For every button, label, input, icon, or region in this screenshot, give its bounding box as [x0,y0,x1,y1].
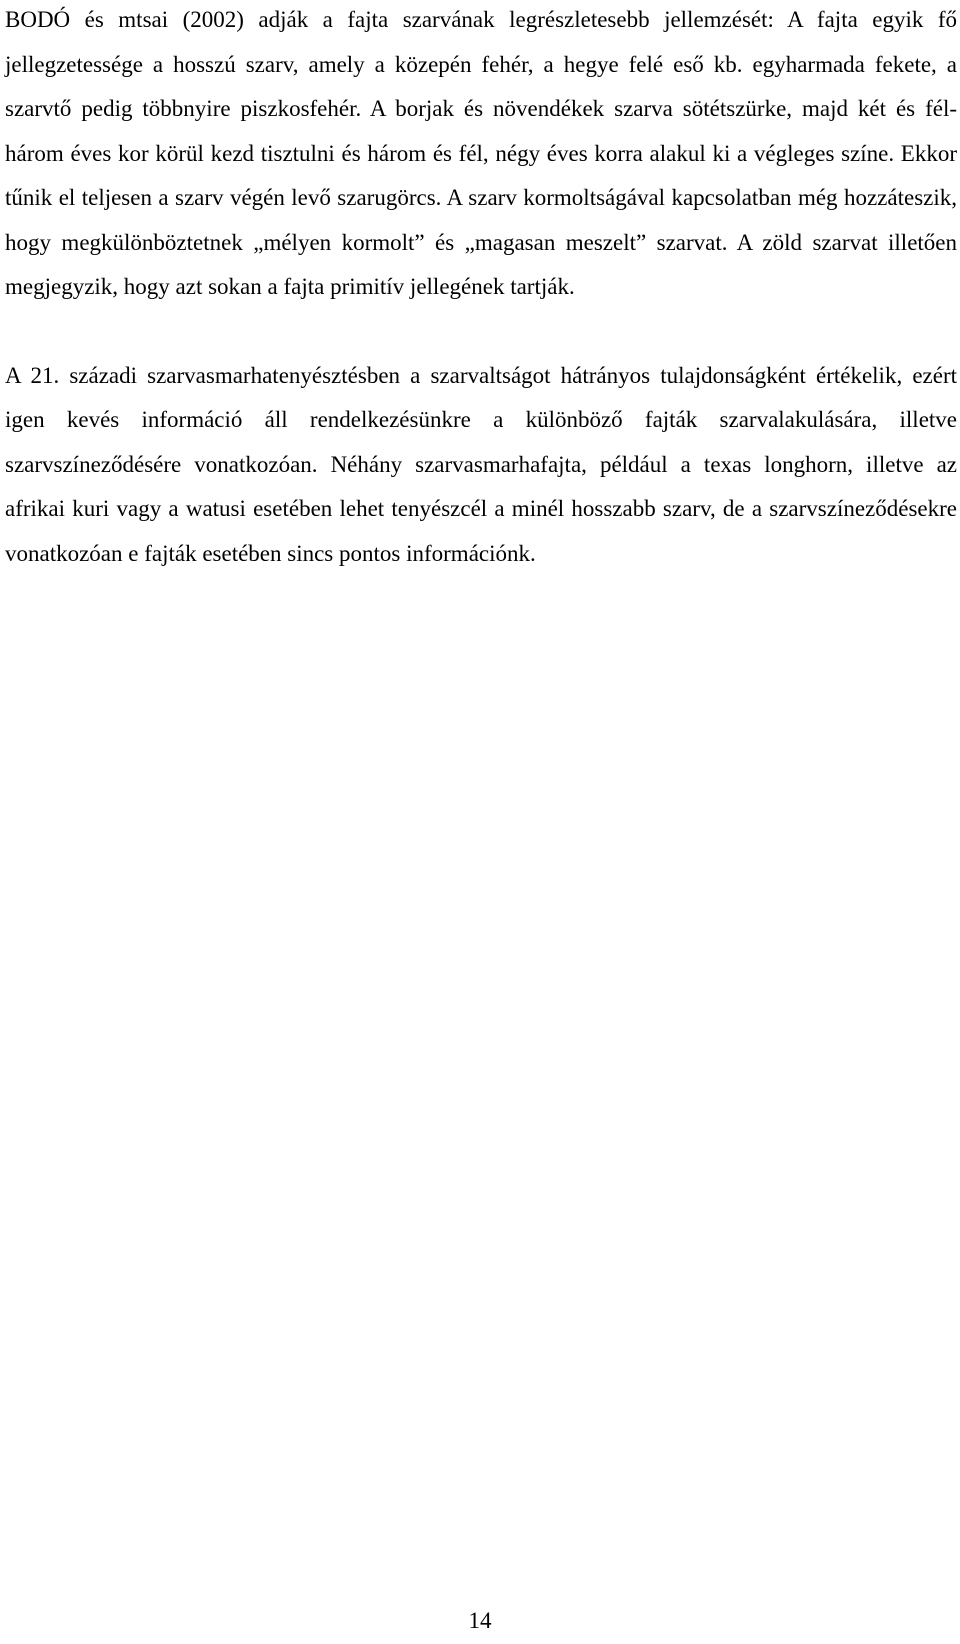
body-text [5,0,957,576]
paragraph-modern-breeding: A 21. századi szarvasmarhatenyésztésben a szarvaltságot hátrányos tulajdonságként értékelik, ezért igen kevés információ áll rendelkezésünkre a különböző fajták szarvalakulására, illetve szarvszíneződésére vonatkozóan. Néhány szarvasmarhafajta, például a texas longhorn, illetve az afrikai kuri vagy a watusi esetében lehet tenyészcél a minél hosszabb szarv, de a szarvszíneződésekre vonatkozóan e fajták esetében sincs pontos információnk. [5,362,957,566]
paragraph-horn-description: BODÓ és mtsai (2002) adják a fajta szarvának legrészletesebb jellemzését: A fajta egyik fő jellegzetessége a hosszú szarv, amely a közepén fehér, a hegye felé eső kb. egyharmada fekete, a szarvtő pedig többnyire piszkosfehér. A borjak és növendékek szarva sötétszürke, majd két és fél-három éves kor körül kezd tisztulni és három és fél, négy éves korra alakul ki a végleges színe. Ekkor tűnik el teljesen a szarv végén levő szarugörcs. A szarv kormoltságával kapcsolatban még hozzáteszik, hogy megkülönböztetnek „mélyen kormolt” és „magasan meszelt” szarvat. A zöld szarvat illetően megjegyzik, hogy azt sokan a fajta primitív jellegének tartják. [5,7,957,299]
page-number: 14 [468,1608,492,1633]
